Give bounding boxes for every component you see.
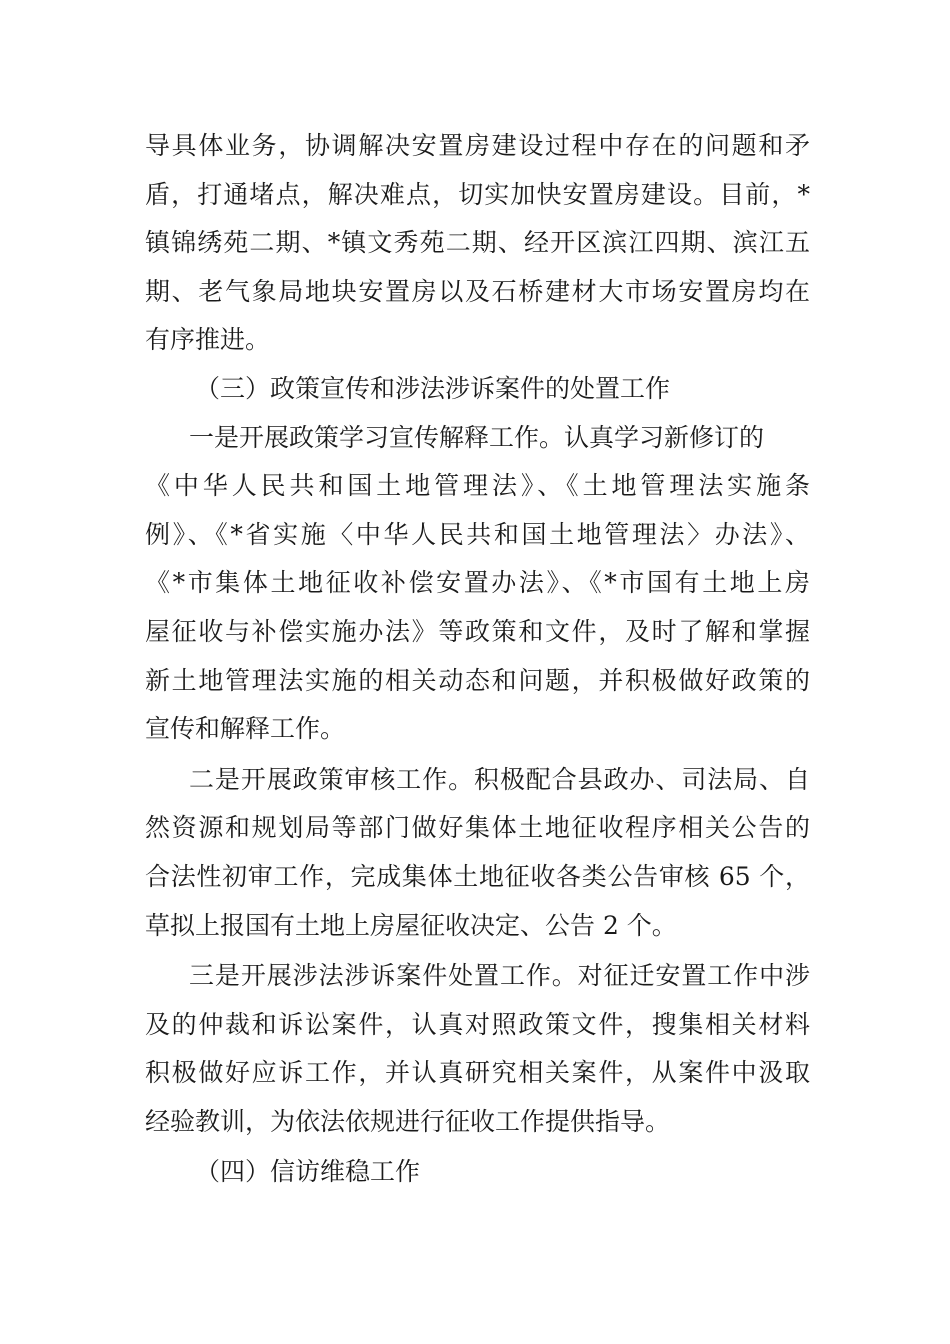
text-line: 宣传和解释工作。 bbox=[145, 714, 346, 744]
text-line: 二是开展政策审核工作。积极配合县政办、司法局、自 bbox=[189, 764, 810, 794]
paragraph-policy-publicity bbox=[145, 414, 810, 754]
text-line: 屋征收与补偿实施办法》等政策和文件，及时了解和掌握 bbox=[145, 616, 810, 646]
text-line: 《中华人民共和国土地管理法》、《土地管理法实施条 bbox=[145, 471, 810, 501]
text-line: 草拟上报国有土地上房屋征收决定、公告 2 个。 bbox=[145, 910, 677, 940]
text-line: 及的仲裁和诉讼案件，认真对照政策文件，搜集相关材料 bbox=[145, 1009, 810, 1039]
text-line: 镇锦绣苑二期、*镇文秀苑二期、经开区滨江四期、滨江五 bbox=[145, 228, 810, 258]
document-body bbox=[145, 122, 810, 1197]
text-line: 导具体业务，协调解决安置房建设过程中存在的问题和矛 bbox=[145, 131, 810, 160]
text-line: 一是开展政策学习宣传解释工作。认真学习新修订的 bbox=[189, 422, 765, 452]
paragraph-litigation-handling bbox=[145, 952, 810, 1146]
section-heading-4: （四）信访维稳工作 bbox=[195, 1157, 421, 1187]
text-line: 新土地管理法实施的相关动态和问题，并积极做好政策的 bbox=[145, 665, 810, 695]
text-line: 然资源和规划局等部门做好集体土地征收程序相关公告的 bbox=[145, 813, 810, 843]
text-line: 盾，打通堵点，解决难点，切实加快安置房建设。目前，* bbox=[145, 179, 810, 209]
text-line: 经验教训，为依法依规进行征收工作提供指导。 bbox=[145, 1106, 671, 1136]
text-line: 期、老气象局地块安置房以及石桥建材大市场安置房均在 bbox=[145, 276, 810, 306]
paragraph-policy-review bbox=[145, 756, 810, 950]
text-line: 有序推进。 bbox=[145, 325, 271, 355]
text-line: 三是开展涉法涉诉案件处置工作。对征迁安置工作中涉 bbox=[189, 961, 810, 991]
text-line: 例》、《*省实施〈中华人民共和国土地管理法〉办法》、 bbox=[145, 519, 810, 549]
text-line: 合法性初审工作，完成集体土地征收各类公告审核 65 个， bbox=[145, 861, 810, 891]
section-heading-3: （三）政策宣传和涉法涉诉案件的处置工作 bbox=[195, 373, 671, 403]
text-line: 积极做好应诉工作，并认真研究相关案件，从案件中汲取 bbox=[145, 1058, 810, 1088]
paragraph-construction-progress bbox=[145, 122, 810, 365]
text-line: 《*市集体土地征收补偿安置办法》、《*市国有土地上房 bbox=[145, 568, 810, 598]
